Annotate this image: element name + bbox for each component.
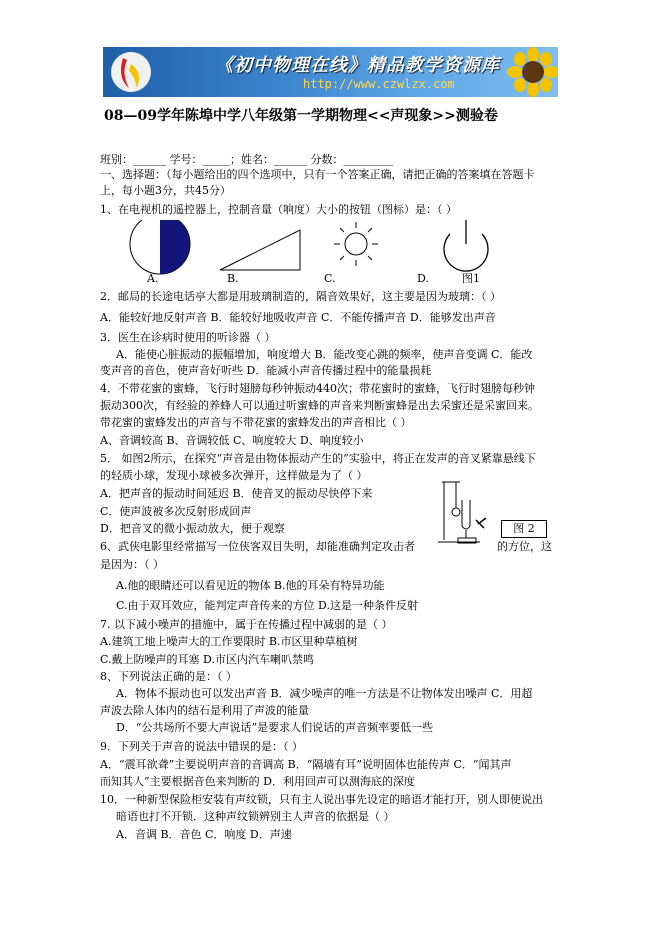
question-8-options-1: A．物体不振动也可以发出声音 B．减少噪声的唯一方法是不让物体发出噪声 C．用超 (116, 687, 533, 700)
question-9-options-1: A．“震耳欲聋”主要说明声音的音调高 B．“隔墙有耳”说明固体也能传声 C．“闻其声 (100, 758, 512, 771)
question-5: 5． 如图2所示，在探究“声音是由物体振动产生的”实验中，将正在发声的音叉紧靠悬线下 (100, 452, 536, 465)
figure-1-caption: 图1 (462, 272, 480, 285)
question-7: 7. 以下减小噪声的措施中，属于在传播过程中减弱的是（ ） (100, 618, 393, 631)
question-5-option-d: D．把音叉的微小振动放大，便于观察 (100, 522, 285, 535)
question-7-options-1: A.建筑工地上噪声大的工作要限时 B.市区里种草植树 (100, 635, 358, 648)
question-9: 9．下列关于声音的说法中错误的是：（ ） (100, 740, 303, 753)
question-5-option-c: C．使声波被多次反射形成回声 (100, 505, 252, 518)
question-3-options-1: A．能使心脏振动的振幅增加，响度增大 B．能改变心跳的频率，使声音变调 C．能改 (116, 348, 533, 361)
brightness-sun-icon (334, 222, 378, 266)
question-2-options: A．能较好地反射声音 B．能较好地吸收声音 C．不能传播声音 D．能够发出声音 (100, 311, 496, 324)
question-6-options-2: C.由于双耳效应，能判定声音传来的方位 D.这是一种条件反射 (116, 599, 418, 612)
option-a-label: A. (147, 272, 159, 285)
question-4-cont-2: 带花蜜的蜜蜂发出的声音与不带花蜜的蜜蜂发出的声音相比（ ） (100, 416, 412, 429)
sunflower-icon (507, 47, 558, 97)
question-2: 2．邮局的长途电话亭大都是用玻璃制造的，隔音效果好，这主要是因为玻璃：（ ） (100, 290, 501, 303)
question-4-options: A、音调较高 B、音调较低 C、响度较大 D、响度较小 (100, 434, 364, 447)
question-10: 10．一种新型保险柜安装有声纹锁，只有主人说出事先设定的暗语才能打开，别人即使说出 (100, 793, 543, 806)
question-9-options-2: 而知其人”主要根据音色来判断的 D．利用回声可以测海底的深度 (100, 775, 415, 788)
volume-wedge-icon (220, 230, 300, 270)
half-circle-icon (130, 220, 190, 274)
question-7-options-2: C.戴上防噪声的耳塞 D.市区内汽车喇叭禁鸣 (100, 653, 314, 666)
option-b-label: B. (227, 272, 239, 285)
option-d-label: D. (417, 272, 429, 285)
banner-title: 《初中物理在线》精品教学资源库 (215, 55, 500, 76)
question-5-cont: 的轻质小球，发现小球被多次弹开，这样做是为了（ ） (100, 469, 368, 482)
page-title: 08—09学年陈埠中学八年级第一学期物理<<声现象>>测验卷 (104, 108, 498, 124)
logo-icon (109, 50, 153, 94)
question-1: 1、在电视机的遥控器上，控制音量（响度）大小的按钮（图标）是：（ ） (100, 203, 457, 216)
question-6-options-1: A.他的眼睛还可以看见近的物体 B.他的耳朵有特异功能 (116, 579, 385, 592)
question-6: 6、武侠电影里经常描写一位侠客双目失明，却能准确判定攻击者 (100, 540, 415, 553)
question-4: 4．不带花蜜的蜜蜂，飞行时翅膀每秒钟振动440次；带花蜜时的蜜蜂，飞行时翅膀每秒钟 (100, 382, 535, 395)
question-3: 3．医生在诊病时使用的听诊器（ ） (100, 331, 276, 344)
question-4-cont: 振动300次，有经验的养蜂人可以通过听蜜蜂的声音来判断蜜蜂是出去采蜜还是采蜜回来。 (100, 399, 539, 412)
question-10-cont: 暗语也打不开锁．这种声纹锁辨别主人声音的依据是（ ） (116, 810, 395, 823)
question-8-options-2: 声波去除人体内的结石是利用了声波的能量 (100, 704, 309, 717)
figure-1-icons (120, 220, 520, 278)
banner-url: http://www.czwlzx.com (303, 77, 455, 91)
question-8: 8、下列说法正确的是：（ ） (100, 670, 237, 683)
power-icon (444, 220, 488, 271)
figure-2-caption: 图 2 (501, 520, 547, 538)
question-8-options-3: D．“公共场所不要大声说话”是要求人们说话的声音频率要低一些 (116, 721, 434, 734)
section-instructions-cont: 上，每小题3分，共45分） (100, 184, 231, 197)
header-banner (103, 47, 558, 97)
section-instructions: 一、选择题：（每小题给出的四个选项中，只有一个答案正确，请把正确的答案填在答题卡 (100, 168, 535, 181)
question-5-option-ab: A．把声音的振动时间延迟 B．使音叉的振动尽快停下来 (100, 487, 373, 500)
question-3-options-2: 变声音的音色，使声音好听些 D．能减小声音传播过程中的能量损耗 (100, 364, 432, 377)
question-10-options: A．音调 B．音色 C．响度 D．声速 (116, 828, 292, 841)
question-6-cont-2: 是因为：（ ） (100, 558, 164, 571)
student-info-line: 班别：______ 学号：_____；姓名：______ 分数：_________ (100, 153, 393, 166)
question-6-cont: 的方位，这 (497, 540, 552, 553)
figure-2-tuning-fork (436, 478, 500, 548)
option-c-label: C. (324, 272, 336, 285)
